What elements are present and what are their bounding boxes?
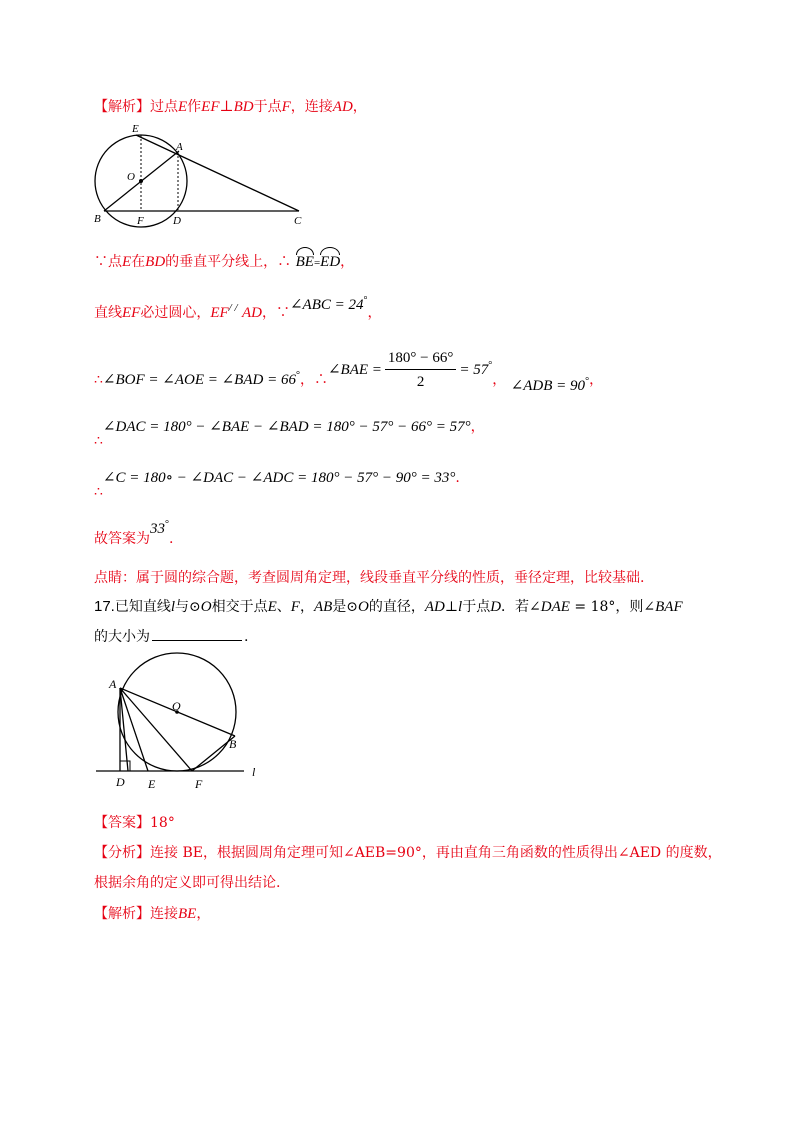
label-l: l xyxy=(252,765,256,779)
segment-af xyxy=(120,688,192,771)
label-b-2: B xyxy=(229,737,237,751)
label-a: A xyxy=(176,141,183,153)
answer-value: 18° xyxy=(150,815,175,831)
question-number: 17. xyxy=(94,598,115,615)
arc-ed: ED xyxy=(320,254,341,270)
solution-heading-1: 【解析】过点E作EF⊥BD于点F，连接AD， xyxy=(94,99,367,115)
arc-be: BE xyxy=(295,254,314,270)
solution-line-6: ∴∠C = 180∘ − ∠DAC − ∠ADC = 180° − 57° − 90° = 33°. xyxy=(94,470,460,500)
label-d-2: D xyxy=(116,775,125,789)
label-e: E xyxy=(132,123,139,135)
answer-line: 故答案为33°. xyxy=(94,519,174,547)
segment-ac xyxy=(136,135,299,211)
geometry-figure-1 xyxy=(88,118,318,230)
label-f: F xyxy=(137,215,144,227)
fraction-denominator: 2 xyxy=(416,374,425,390)
solution-tag: 【解析】 xyxy=(94,99,150,115)
question-17-line-2: 的大小为 . xyxy=(94,629,249,645)
label-c: C xyxy=(294,215,302,227)
solution-line-3: 直线EF必过圆心，EF/ / AD，∵∠ABC = 24°， xyxy=(94,295,382,321)
answer-section: 【答案】18° xyxy=(94,815,175,831)
solution-line-4: ∴∠BOF = ∠AOE = ∠BAD = 66°，∴∠BAE = $\frac{180^\circ - 66^\circ}{2}$ = 57°， ∠ADB = 90°， xyxy=(94,350,604,394)
label-d: D xyxy=(173,215,181,227)
solution-line-5: ∴∠DAC = 180° − ∠BAE − ∠BAD = 180° − 57° − 66° = 57°， xyxy=(94,419,485,449)
comment-line: 点睛：属于圆的综合题，考查圆周角定理，线段垂直平分线的性质，垂径定理，比较基础. xyxy=(94,570,645,586)
geometry-figure-2 xyxy=(92,650,272,792)
label-f-2: F xyxy=(195,777,203,791)
question-17-line-1: 17.已知直线l与⊙O相交于点E、F，AB是⊙O的直径，AD⊥l于点D．若∠DAE = 18°，则∠BAF xyxy=(94,598,683,615)
center-dot xyxy=(139,179,143,183)
label-o-2: O xyxy=(172,699,181,713)
solution-line-2: ∵点E在BD的垂直平分线上，∴ BE=ED， xyxy=(94,254,355,270)
label-e-2: E xyxy=(148,777,156,791)
label-o: O xyxy=(127,171,135,183)
fraction-numerator: 180° − 66° xyxy=(385,350,456,370)
label-b: B xyxy=(94,213,101,225)
analysis-line-1: 【分析】连接 BE，根据圆周角定理可知∠AEB=90°，再由直角三角函数的性质得出∠AED 的度数， xyxy=(94,845,722,861)
answer-blank xyxy=(152,640,242,641)
solution-heading-2: 【解析】连接BE， xyxy=(94,906,211,922)
analysis-line-2: 根据余角的定义即可得出结论. xyxy=(94,875,281,891)
label-a-2: A xyxy=(109,677,117,691)
